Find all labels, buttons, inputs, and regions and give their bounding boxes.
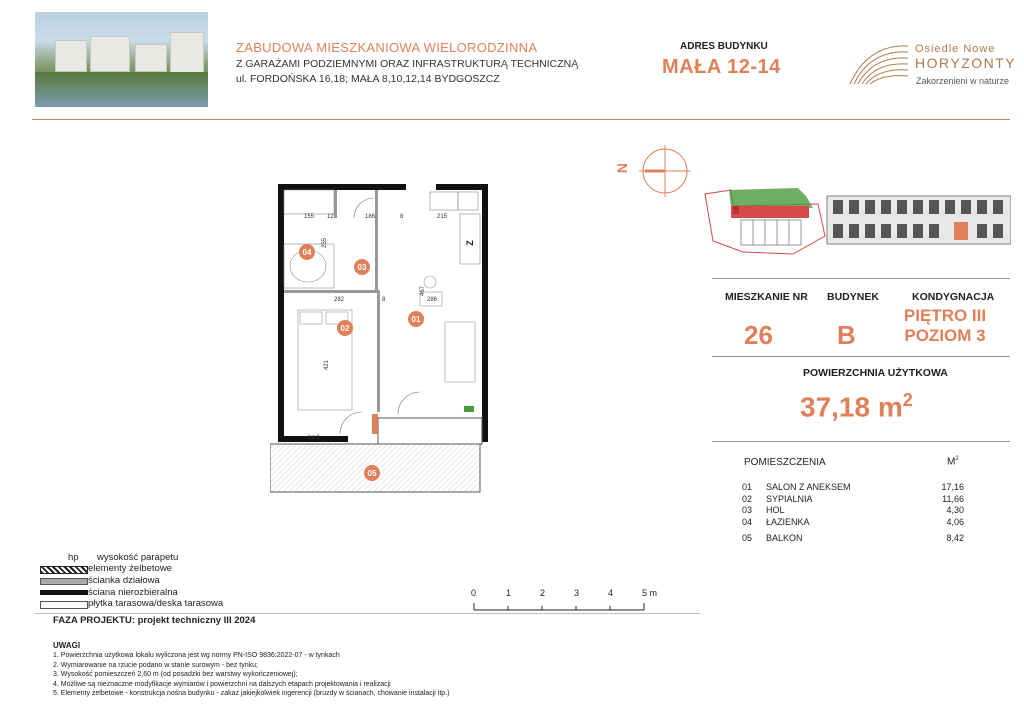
dim-215: 215 bbox=[437, 214, 448, 220]
header-photo bbox=[35, 12, 208, 107]
room-name: ŁAZIENKA bbox=[766, 516, 810, 527]
room-name: HOL bbox=[766, 505, 785, 515]
legend-hp-abbr: hp bbox=[68, 552, 79, 563]
divider-2 bbox=[712, 356, 1010, 357]
note-line: 1. Powierzchnia użytkowa lokalu wyliczona jest wg normy PN-ISO 9836:2022-07 - w tynkach bbox=[53, 652, 340, 659]
room-name: SYPIALNIA bbox=[766, 493, 813, 504]
table-row bbox=[742, 533, 964, 545]
key-plan-map bbox=[703, 186, 1011, 266]
dim-467: 467 bbox=[420, 285, 427, 297]
rooms-header-label: POMIESZCZENIA bbox=[744, 457, 826, 468]
dim-8a: 8 bbox=[400, 214, 404, 220]
dim-186: 186 bbox=[365, 214, 376, 220]
legend-hp-text: wysokość parapetu bbox=[97, 552, 179, 563]
floor-line-1: PIĘTRO III bbox=[903, 306, 987, 325]
logo-line2: HORYZONTY bbox=[915, 55, 1017, 71]
project-subtitle-1: Z GARAŻAMI PODZIEMNYMI ORAZ INFRASTRUKTURĄ TECHNICZNĄ bbox=[236, 58, 579, 70]
dim-hp: hp 0 bbox=[308, 435, 320, 441]
floor-value bbox=[895, 306, 995, 346]
rooms-header-unit-text: M bbox=[947, 456, 956, 468]
scale-label-5: 5 m bbox=[642, 588, 658, 598]
address-label: ADRES BUDYNKU bbox=[680, 41, 768, 52]
floor-plan bbox=[270, 182, 495, 494]
rooms-header-unit-sup: 2 bbox=[955, 456, 959, 462]
compass-label: N bbox=[614, 162, 631, 174]
scale-label-3: 3 bbox=[574, 588, 580, 598]
scale-label-4: 4 bbox=[608, 588, 614, 598]
building-value: B bbox=[837, 320, 856, 350]
divider-1 bbox=[712, 278, 1010, 279]
dim-155: 155 bbox=[304, 214, 315, 220]
apartment-number: 26 bbox=[744, 320, 773, 350]
legend-item-tiles: płytka tarasowa/deska tarasowa bbox=[88, 598, 224, 609]
legend-swatch-structural bbox=[40, 590, 88, 595]
apartment-number-label: MIESZKANIE NR bbox=[725, 291, 808, 303]
legend-item-concrete: elementy żelbetowe bbox=[88, 563, 172, 574]
floor-line-2: POZIOM 3 bbox=[904, 326, 986, 345]
dim-12: 12 bbox=[327, 214, 334, 220]
note-line: 4. Możliwe są nieznaczne modyfikacje wymiarów i powierzchni na dalszych etapach projektowania i realizacji bbox=[53, 680, 391, 688]
project-subtitle-2: ul. FORDOŃSKA 16,18; MAŁA 8,10,12,14 BYDGOSZCZ bbox=[236, 73, 500, 85]
dim-8b: 8 bbox=[382, 297, 386, 303]
scale-label-2: 2 bbox=[540, 588, 546, 598]
building-label: BUDYNEK bbox=[827, 291, 879, 303]
room-badge-05: 05 bbox=[364, 465, 380, 481]
note-line: 5. Elementy żelbetowe - konstrukcja nośna budynku - zakaz jakiejkolwiek ingerencji (bruzdy w ścianach, chowanie instalacji itp.) bbox=[53, 690, 450, 697]
rooms-table bbox=[742, 482, 964, 545]
rooms-header-unit bbox=[947, 456, 959, 467]
legend-swatch-concrete bbox=[40, 566, 88, 574]
logo-line1: Osiedle Nowe bbox=[915, 43, 996, 55]
room-name: SALON Z ANEKSEM bbox=[766, 482, 851, 492]
table-row bbox=[742, 505, 964, 517]
room-badge-03: 03 bbox=[354, 259, 370, 275]
logo-tagline: Zakorzenieni w naturze bbox=[916, 76, 1010, 86]
scale-label-1: 1 bbox=[506, 588, 512, 598]
project-title: ZABUDOWA MIESZKANIOWA WIELORODZINNA bbox=[236, 40, 538, 55]
room-area: 11,66 bbox=[942, 493, 964, 504]
room-no: 04 bbox=[742, 516, 753, 527]
room-badge-02: 02 bbox=[337, 320, 353, 336]
area-label: POWIERZCHNIA UŻYTKOWA bbox=[803, 367, 948, 379]
area-unit-sup: 2 bbox=[902, 390, 913, 410]
room-badge-04: 04 bbox=[299, 244, 315, 260]
dim-255: 255 bbox=[322, 237, 329, 249]
dim-421: 421 bbox=[324, 359, 331, 371]
room-no: 02 bbox=[742, 493, 753, 504]
room-area: 4,30 bbox=[946, 505, 964, 515]
table-row bbox=[742, 494, 964, 506]
header-divider bbox=[32, 119, 1010, 120]
room-badge-01: 01 bbox=[408, 311, 424, 327]
legend-item-structural: ściana nierozbieralna bbox=[88, 587, 178, 598]
scale-bar bbox=[468, 600, 668, 616]
room-no: 01 bbox=[742, 482, 753, 492]
notes-title: UWAGI bbox=[53, 641, 81, 650]
legend-swatch-tiles bbox=[40, 601, 88, 609]
fridge-letter: Z bbox=[464, 240, 475, 246]
room-name: BALKON bbox=[766, 533, 803, 543]
logo-icon bbox=[848, 42, 910, 86]
room-no: 03 bbox=[742, 505, 753, 515]
room-area: 8,42 bbox=[946, 533, 964, 543]
area-value bbox=[800, 390, 913, 423]
address-value: MAŁA 12-14 bbox=[662, 56, 781, 78]
legend-item-partition: ścianka działowa bbox=[88, 575, 160, 586]
note-line: 2. Wymiarowanie na rzucie podano w stanie surowym - bez tynku; bbox=[53, 661, 258, 669]
notes-list bbox=[53, 651, 653, 699]
legend-swatch-partition bbox=[40, 578, 88, 585]
dim-286: 286 bbox=[427, 297, 438, 303]
room-area: 4,06 bbox=[946, 516, 964, 527]
dim-282: 282 bbox=[334, 297, 345, 303]
scale-label-0: 0 bbox=[471, 588, 477, 598]
room-no: 05 bbox=[742, 533, 753, 543]
floor-label: KONDYGNACJA bbox=[912, 291, 995, 303]
area-number: 37,18 m bbox=[800, 391, 903, 423]
note-line: 3. Wysokość pomieszczeń 2,60 m (od posadzki bez warstwy wykończeniowej); bbox=[53, 671, 298, 678]
room-area: 17,16 bbox=[941, 482, 964, 492]
table-row bbox=[742, 517, 964, 529]
divider-3 bbox=[712, 441, 1010, 442]
project-phase: FAZA PROJEKTU: projekt techniczny III 2024 bbox=[53, 615, 256, 626]
table-row bbox=[742, 482, 964, 494]
